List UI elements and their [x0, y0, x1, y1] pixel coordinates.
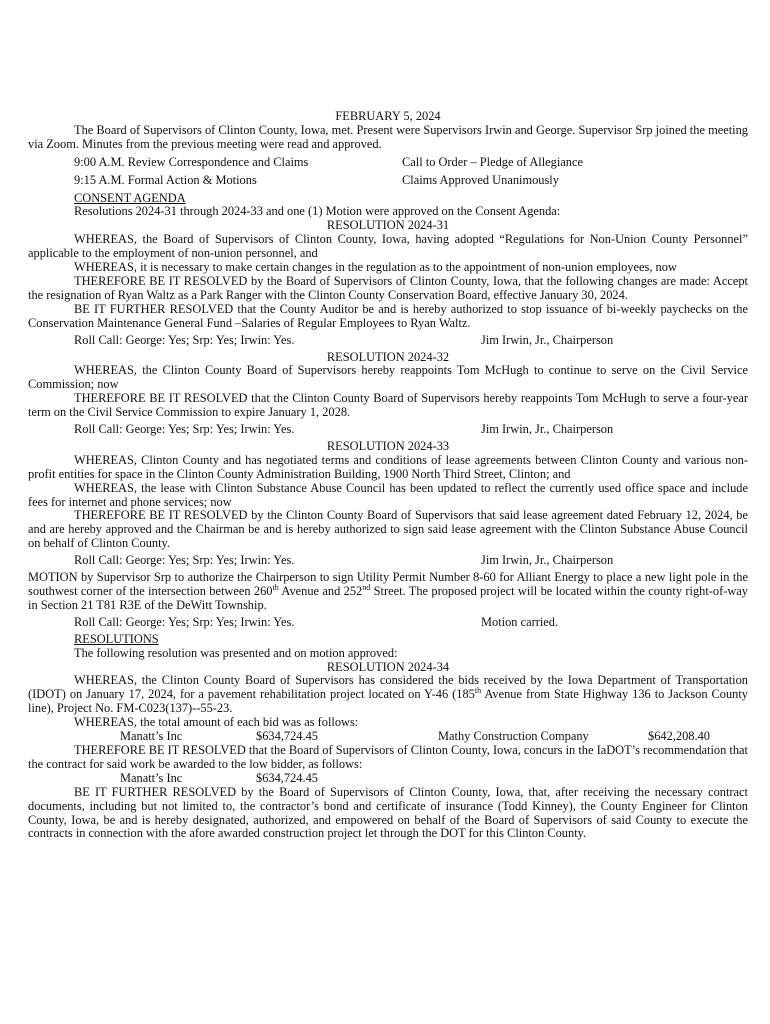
resolution-title: RESOLUTION 2024-34 — [326, 659, 450, 674]
resolution-paragraph: THEREFORE BE IT RESOLVED by the Board of Supervisors of Clinton County, Iowa, that the following changes are made: Accept the resignation of Ryan Waltz as a Park Ranger with the Clinton County Conservation Board, effective January 30, 2024. — [28, 273, 748, 302]
consent-agenda-intro: Resolutions 2024-31 through 2024-33 and one (1) Motion were approved on the Consent Agenda: — [74, 204, 561, 219]
roll-call-row — [28, 554, 748, 568]
resolution-paragraph: THEREFORE BE IT RESOLVED by the Clinton County Board of Supervisors that said lease agreement dated February 12, 2024, be and are hereby approved and the Chairman be and is hereby authorized to sign said lease agreement with the Clinton Substance Abuse Council on behalf of Clinton County. — [28, 508, 748, 551]
resolutions-intro: The following resolution was presented and on motion approved: — [74, 645, 398, 660]
bid-amount: $634,724.45 — [256, 729, 318, 744]
roll-call-row — [28, 423, 748, 437]
minutes-document — [28, 110, 748, 841]
awarded-bid — [28, 772, 748, 786]
chairperson-signature: Jim Irwin, Jr., Chairperson — [481, 422, 614, 437]
chairperson-signature: Jim Irwin, Jr., Chairperson — [481, 553, 614, 568]
schedule-note: Call to Order – Pledge of Allegiance — [402, 154, 583, 169]
bid-amount: $634,724.45 — [256, 770, 318, 785]
resolution-paragraph: WHEREAS, the Clinton County Board of Supervisors hereby reappoints Tom McHugh to continue to serve on the Civil Service Commission; now — [28, 363, 748, 392]
bidder-name: Manatt’s Inc — [120, 729, 183, 744]
roll-call: Roll Call: George: Yes; Srp: Yes; Irwin: Yes. — [74, 553, 295, 568]
resolution-paragraph: WHEREAS, the lease with Clinton Substance Abuse Council has been updated to reflect the currently used office space and include fees for internet and phone services; now — [28, 480, 748, 509]
resolution-paragraph: THEREFORE BE IT RESOLVED that the Board of Supervisors of Clinton County, Iowa, concurs in the IaDOT’s recommendation that the contract for said work be awarded to the low bidder, as follows: — [28, 742, 748, 771]
intro-paragraph: The Board of Supervisors of Clinton County, Iowa, met. Present were Supervisors Irwin and George. Supervisor Srp joined the meeting via Zoom. Minutes from the previous meeting were read and approved. — [28, 122, 748, 151]
resolution-paragraph: THEREFORE BE IT RESOLVED that the Clinton County Board of Supervisors hereby reappoints Tom McHugh to serve a four-year term on the Civil Service Commission to expire January 1, 2028. — [28, 391, 748, 420]
roll-call: Roll Call: George: Yes; Srp: Yes; Irwin: Yes. — [74, 614, 295, 629]
consent-agenda-heading: CONSENT AGENDA — [74, 190, 186, 205]
resolution-paragraph: WHEREAS, the Clinton County Board of Supervisors has considered the bids received by the Iowa Department of Transportation (IDOT) on January 17, 2024, for a pavement rehabilitation project located on Y-46 (185th Avenue from State Highway 136 to Jackson County line), Project No. FM-C023(137)--55-23. — [28, 673, 748, 716]
schedule-note: Claims Approved Unanimously — [402, 172, 559, 187]
schedule-item: 9:15 A.M. Formal Action & Motions — [74, 172, 257, 187]
resolution-paragraph: WHEREAS, the total amount of each bid was as follows: — [74, 715, 359, 730]
motion-paragraph: MOTION by Supervisor Srp to authorize the Chairperson to sign Utility Permit Number 8-60 for Alliant Energy to place a new light pole in the southwest corner of the intersection between 260th Avenue and 252nd Street. The proposed project will be located within the county right-of-way in Section 21 T81 R3E of the DeWitt Township. — [28, 570, 748, 612]
resolutions-heading: RESOLUTIONS — [74, 631, 159, 646]
roll-call-row — [28, 616, 748, 630]
resolution-paragraph: BE IT FURTHER RESOLVED that the County Auditor be and is hereby authorized to stop issuance of bi-weekly paychecks on the Conservation Maintenance General Fund –Salaries of Regular Employees to Ryan Waltz. — [28, 301, 748, 330]
bidder-name: Mathy Construction Company — [438, 729, 589, 744]
bidder-name: Manatt’s Inc — [120, 770, 183, 785]
roll-call-row — [28, 334, 748, 348]
bid-amount: $642,208.40 — [648, 729, 710, 744]
meeting-date: FEBRUARY 5, 2024 — [335, 109, 441, 123]
schedule-item: 9:00 A.M. Review Correspondence and Claims — [74, 154, 309, 169]
bid-list — [28, 730, 748, 744]
roll-call: Roll Call: George: Yes; Srp: Yes; Irwin: Yes. — [74, 332, 295, 347]
roll-call: Roll Call: George: Yes; Srp: Yes; Irwin: Yes. — [74, 422, 295, 437]
resolution-paragraph: WHEREAS, it is necessary to make certain changes in the regulation as to the appointment of non-union employees, now — [74, 260, 677, 275]
resolution-paragraph: BE IT FURTHER RESOLVED by the Board of Supervisors of Clinton County, Iowa, that, after receiving the necessary contract documents, including but not limited to, the contractor’s bond and certificate of insurance (Todd Kinney), the County Engineer for Clinton County, Iowa, be and is hereby designated, authorized, and empowered on behalf of the Board of Supervisors of said County to execute the contracts in connection with the afore awarded construction project let through the DOT for this Clinton County. — [28, 784, 748, 841]
resolution-title: RESOLUTION 2024-33 — [326, 438, 450, 453]
resolution-title: RESOLUTION 2024-31 — [326, 218, 450, 233]
schedule-row — [28, 174, 748, 188]
schedule-row — [28, 156, 748, 170]
resolution-title: RESOLUTION 2024-32 — [326, 349, 450, 364]
motion-result: Motion carried. — [481, 614, 559, 629]
resolution-paragraph: WHEREAS, Clinton County and has negotiated terms and conditions of lease agreements between Clinton County and various non-profit entities for space in the Clinton County Administration Building, 1900 North Third Street, Clinton; and — [28, 452, 748, 481]
chairperson-signature: Jim Irwin, Jr., Chairperson — [481, 332, 614, 347]
resolution-paragraph: WHEREAS, the Board of Supervisors of Clinton County, Iowa, having adopted “Regulations for Non-Union County Personnel” applicable to the employment of non-union personnel, and — [28, 232, 748, 261]
